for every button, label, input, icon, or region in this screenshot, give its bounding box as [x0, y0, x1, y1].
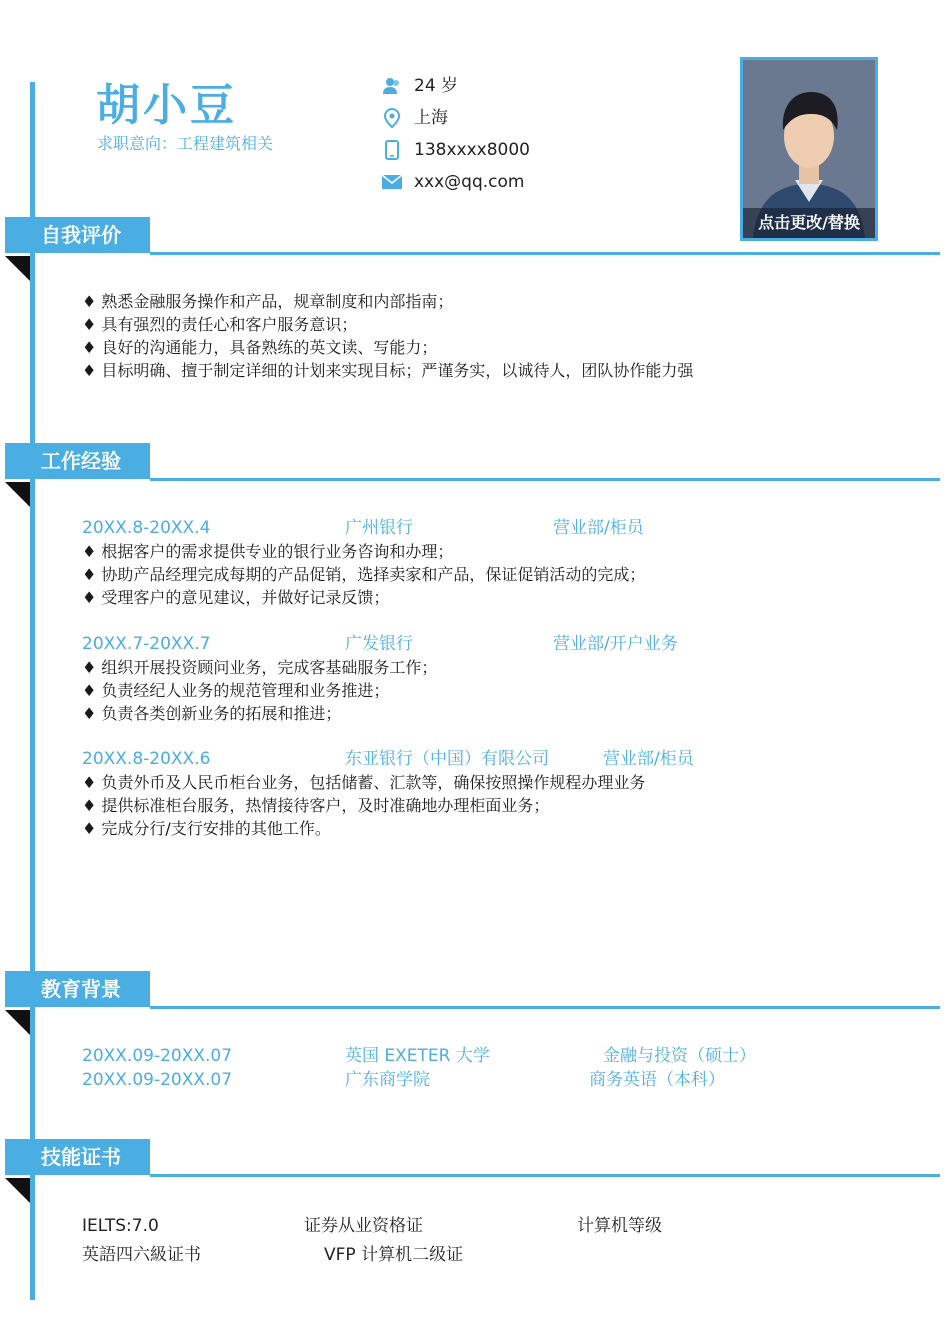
job-role: 营业部/柜员 [553, 518, 644, 538]
list-item: ♦ 目标明确、擅于制定详细的计划来实现目标；严谨务实，以诚待人，团队协作能力强 [82, 361, 694, 380]
job-period: 20XX.8-20XX.4 [82, 518, 211, 538]
skill-item: VFP 计算机二级证 [324, 1245, 464, 1265]
section-corner [5, 256, 30, 281]
age-text: 24 岁 [414, 76, 459, 96]
job-company: 广州银行 [345, 518, 413, 538]
edu-school: 英国 EXETER 大学 [345, 1046, 490, 1066]
edu-major: 商务英语（本科） [589, 1070, 725, 1090]
job-duties [82, 771, 645, 840]
list-item: ♦ 良好的沟通能力，具备熟练的英文读、写能力； [82, 338, 438, 357]
section-rule [150, 252, 940, 255]
section-rule [150, 1174, 940, 1177]
section-rule [150, 478, 940, 481]
city-text: 上海 [414, 108, 448, 128]
section-title-skills: 技能证书 [5, 1139, 150, 1175]
section-rule [150, 1006, 940, 1009]
section-title-self: 自我评价 [5, 217, 150, 253]
profile-photo[interactable] [740, 57, 878, 241]
list-item: ♦ 提供标准柜台服务，热情接待客户，及时准确地办理柜面业务； [82, 796, 550, 815]
section-corner [5, 1178, 30, 1203]
job-period: 20XX.8-20XX.6 [82, 749, 211, 769]
user-icon [382, 76, 402, 96]
job-company: 广发银行 [345, 634, 413, 654]
edu-major: 金融与投资（硕士） [603, 1046, 756, 1066]
contact-phone [382, 138, 530, 162]
job-company: 东亚银行（中国）有限公司 [345, 749, 549, 769]
list-item: ♦ 负责经纪人业务的规范管理和业务推进； [82, 681, 390, 700]
job-intent: 求职意向：工程建筑相关 [97, 134, 274, 153]
edu-period: 20XX.09-20XX.07 [82, 1070, 233, 1090]
list-item: ♦ 根据客户的需求提供专业的银行业务咨询和办理； [82, 542, 454, 561]
skill-item: 证券从业资格证 [304, 1216, 423, 1236]
section-title-work: 工作经验 [5, 443, 150, 479]
skill-item: IELTS:7.0 [82, 1216, 159, 1236]
phone-text: 138xxxx8000 [414, 140, 530, 160]
skill-item: 英語四六級证书 [82, 1245, 201, 1265]
job-role: 营业部/开户业务 [553, 634, 678, 654]
photo-replace-caption[interactable]: 点击更改/替换 [743, 208, 875, 238]
mail-icon [382, 172, 402, 192]
self-eval-list [82, 290, 693, 382]
skill-item: 计算机等级 [577, 1216, 662, 1236]
section-corner [5, 482, 30, 507]
section-corner [5, 1010, 30, 1035]
list-item: ♦ 负责各类创新业务的拓展和推进； [82, 704, 342, 723]
list-item: ♦ 具有强烈的责任心和客户服务意识； [82, 315, 358, 334]
list-item: ♦ 完成分行/支行安排的其他工作。 [82, 819, 331, 838]
list-item: ♦ 负责外币及人民币柜台业务，包括储蓄、汇款等，确保按照操作规程办理业务 [82, 773, 646, 792]
list-item: ♦ 受理客户的意见建议，并做好记录反馈； [82, 588, 390, 607]
job-role: 营业部/柜员 [603, 749, 694, 769]
candidate-name: 胡小豆 [96, 80, 237, 131]
phone-icon [382, 140, 402, 160]
location-pin-icon [382, 108, 402, 128]
list-item: ♦ 熟悉金融服务操作和产品，规章制度和内部指南； [82, 292, 454, 311]
edu-period: 20XX.09-20XX.07 [82, 1046, 233, 1066]
contact-city [382, 106, 448, 130]
list-item: ♦ 协助产品经理完成每期的产品促销，选择卖家和产品，保证促销活动的完成； [82, 565, 646, 584]
list-item: ♦ 组织开展投资顾问业务，完成客基础服务工作； [82, 658, 438, 677]
job-period: 20XX.7-20XX.7 [82, 634, 211, 654]
job-duties [82, 656, 437, 725]
contact-age [382, 74, 458, 98]
job-duties [82, 540, 645, 609]
contact-email [382, 170, 524, 194]
edu-school: 广东商学院 [345, 1070, 430, 1090]
left-accent-line [30, 82, 35, 1300]
section-title-education: 教育背景 [5, 971, 150, 1007]
email-text: xxx@qq.com [414, 172, 525, 192]
